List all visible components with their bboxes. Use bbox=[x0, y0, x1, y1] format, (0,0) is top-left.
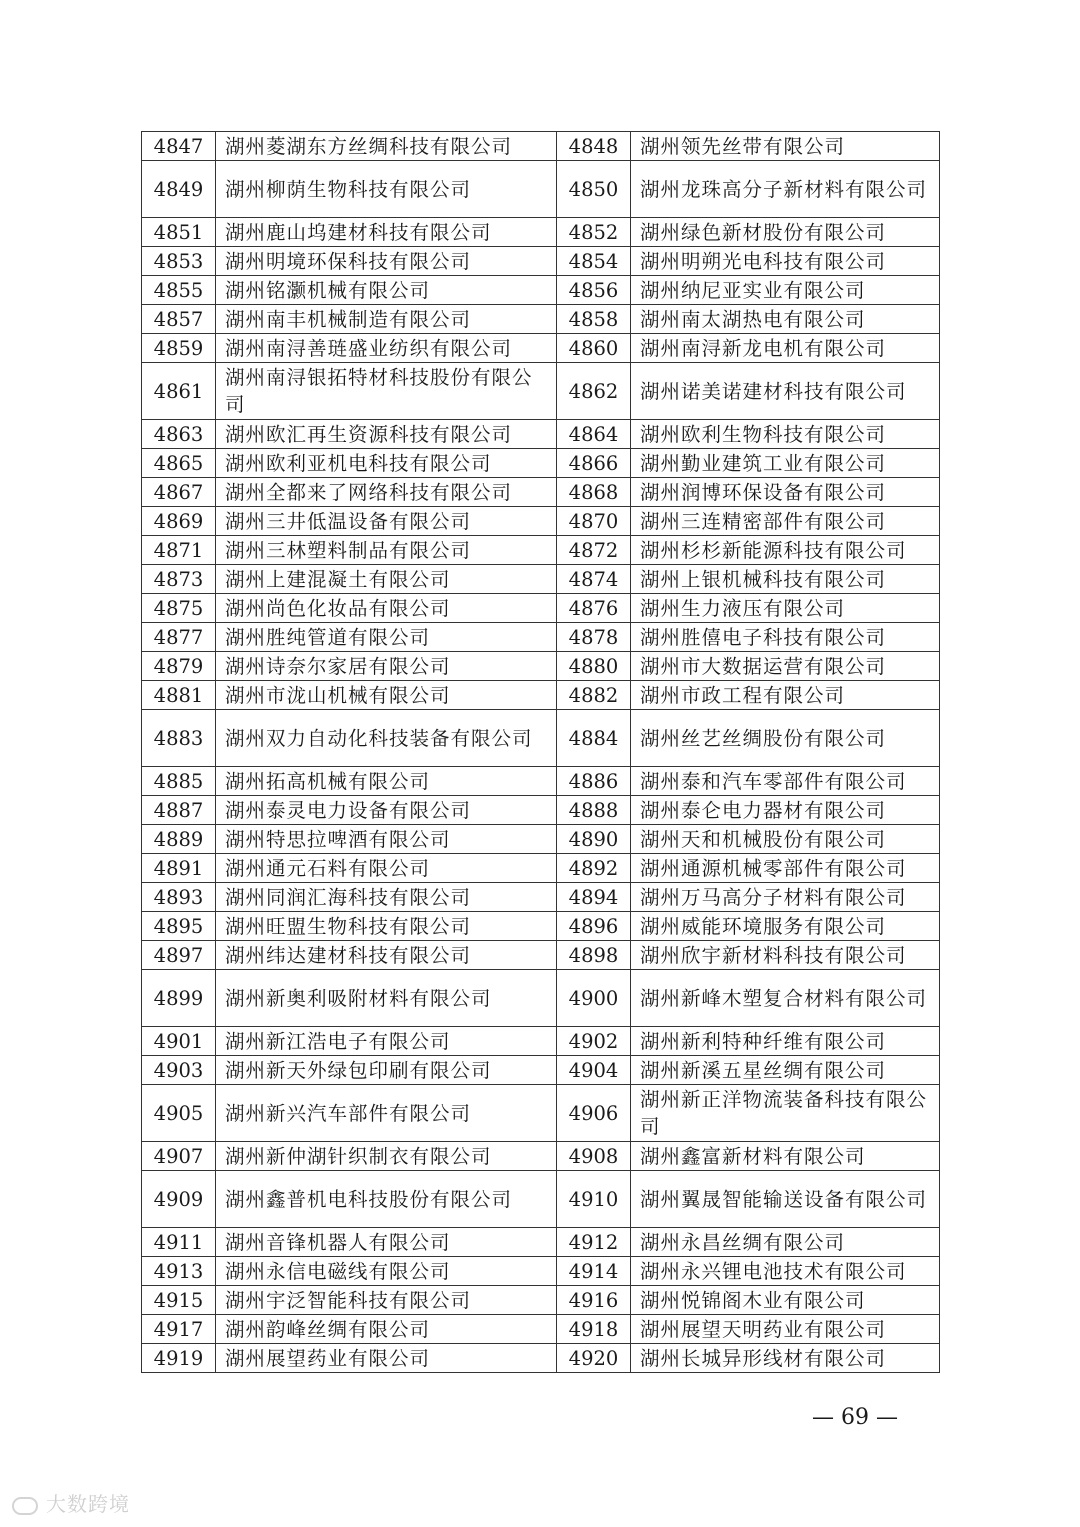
company-name: 湖州通源机械零部件有限公司 bbox=[631, 854, 940, 883]
company-name: 湖州特思拉啤酒有限公司 bbox=[216, 825, 557, 854]
company-name: 湖州南太湖热电有限公司 bbox=[631, 305, 940, 334]
table-row bbox=[142, 710, 940, 767]
company-name: 湖州三连精密部件有限公司 bbox=[631, 507, 940, 536]
entry-number: 4918 bbox=[557, 1315, 631, 1344]
company-name: 湖州润博环保设备有限公司 bbox=[631, 478, 940, 507]
table-row bbox=[142, 796, 940, 825]
entry-number: 4898 bbox=[557, 941, 631, 970]
table-row bbox=[142, 478, 940, 507]
table-row bbox=[142, 565, 940, 594]
entry-number: 4908 bbox=[557, 1142, 631, 1171]
company-name: 湖州鹿山坞建材科技有限公司 bbox=[216, 218, 557, 247]
table-row bbox=[142, 305, 940, 334]
company-name: 湖州泰和汽车零部件有限公司 bbox=[631, 767, 940, 796]
entry-number: 4894 bbox=[557, 883, 631, 912]
entry-number: 4882 bbox=[557, 681, 631, 710]
table-row bbox=[142, 420, 940, 449]
entry-number: 4856 bbox=[557, 276, 631, 305]
table-row bbox=[142, 218, 940, 247]
company-name: 湖州领先丝带有限公司 bbox=[631, 132, 940, 161]
entry-number: 4875 bbox=[142, 594, 216, 623]
table-row bbox=[142, 276, 940, 305]
table-row bbox=[142, 247, 940, 276]
entry-number: 4914 bbox=[557, 1257, 631, 1286]
entry-number: 4862 bbox=[557, 363, 631, 420]
company-name: 湖州南丰机械制造有限公司 bbox=[216, 305, 557, 334]
company-name: 湖州绿色新材股份有限公司 bbox=[631, 218, 940, 247]
entry-number: 4873 bbox=[142, 565, 216, 594]
entry-number: 4867 bbox=[142, 478, 216, 507]
company-name: 湖州市政工程有限公司 bbox=[631, 681, 940, 710]
company-name: 湖州永信电磁线有限公司 bbox=[216, 1257, 557, 1286]
company-name: 湖州拓高机械有限公司 bbox=[216, 767, 557, 796]
entry-number: 4857 bbox=[142, 305, 216, 334]
entry-number: 4893 bbox=[142, 883, 216, 912]
table-row bbox=[142, 363, 940, 420]
entry-number: 4899 bbox=[142, 970, 216, 1027]
company-name: 湖州天和机械股份有限公司 bbox=[631, 825, 940, 854]
company-name: 湖州展望天明药业有限公司 bbox=[631, 1315, 940, 1344]
entry-number: 4847 bbox=[142, 132, 216, 161]
company-name: 湖州三林塑料制品有限公司 bbox=[216, 536, 557, 565]
entry-number: 4872 bbox=[557, 536, 631, 565]
entry-number: 4904 bbox=[557, 1056, 631, 1085]
entry-number: 4858 bbox=[557, 305, 631, 334]
entry-number: 4884 bbox=[557, 710, 631, 767]
entry-number: 4889 bbox=[142, 825, 216, 854]
entry-number: 4868 bbox=[557, 478, 631, 507]
company-name: 湖州泰仑电力器材有限公司 bbox=[631, 796, 940, 825]
table-row bbox=[142, 1142, 940, 1171]
entry-number: 4886 bbox=[557, 767, 631, 796]
table-row bbox=[142, 970, 940, 1027]
entry-number: 4901 bbox=[142, 1027, 216, 1056]
watermark bbox=[12, 1488, 130, 1517]
table-row bbox=[142, 1344, 940, 1373]
company-name: 湖州长城异形线材有限公司 bbox=[631, 1344, 940, 1373]
company-name: 湖州新峰木塑复合材料有限公司 bbox=[631, 970, 940, 1027]
entry-number: 4900 bbox=[557, 970, 631, 1027]
entry-number: 4892 bbox=[557, 854, 631, 883]
company-name: 湖州鑫普机电科技股份有限公司 bbox=[216, 1171, 557, 1228]
entry-number: 4853 bbox=[142, 247, 216, 276]
entry-number: 4855 bbox=[142, 276, 216, 305]
company-name: 湖州新天外绿包印刷有限公司 bbox=[216, 1056, 557, 1085]
company-name: 湖州杉杉新能源科技有限公司 bbox=[631, 536, 940, 565]
company-name: 湖州万马高分子材料有限公司 bbox=[631, 883, 940, 912]
entry-number: 4881 bbox=[142, 681, 216, 710]
company-name: 湖州欧利亚机电科技有限公司 bbox=[216, 449, 557, 478]
table-row bbox=[142, 941, 940, 970]
company-name: 湖州永昌丝绸有限公司 bbox=[631, 1228, 940, 1257]
company-name: 湖州柳荫生物科技有限公司 bbox=[216, 161, 557, 218]
company-name: 湖州翼晟智能输送设备有限公司 bbox=[631, 1171, 940, 1228]
company-name: 湖州新仲湖针织制衣有限公司 bbox=[216, 1142, 557, 1171]
entry-number: 4920 bbox=[557, 1344, 631, 1373]
company-name: 湖州全都来了网络科技有限公司 bbox=[216, 478, 557, 507]
table-row bbox=[142, 1056, 940, 1085]
company-name: 湖州欧利生物科技有限公司 bbox=[631, 420, 940, 449]
company-name: 湖州三井低温设备有限公司 bbox=[216, 507, 557, 536]
entry-number: 4887 bbox=[142, 796, 216, 825]
company-name: 湖州南浔善琏盛业纺织有限公司 bbox=[216, 334, 557, 363]
table-row bbox=[142, 1085, 940, 1142]
company-name: 湖州菱湖东方丝绸科技有限公司 bbox=[216, 132, 557, 161]
entry-number: 4864 bbox=[557, 420, 631, 449]
entry-number: 4905 bbox=[142, 1085, 216, 1142]
entry-number: 4869 bbox=[142, 507, 216, 536]
entry-number: 4911 bbox=[142, 1228, 216, 1257]
company-name: 湖州上建混凝土有限公司 bbox=[216, 565, 557, 594]
entry-number: 4848 bbox=[557, 132, 631, 161]
entry-number: 4876 bbox=[557, 594, 631, 623]
table-row bbox=[142, 825, 940, 854]
company-name: 湖州欧汇再生资源科技有限公司 bbox=[216, 420, 557, 449]
entry-number: 4849 bbox=[142, 161, 216, 218]
table-row bbox=[142, 1315, 940, 1344]
company-name: 湖州永兴锂电池技术有限公司 bbox=[631, 1257, 940, 1286]
watermark-text: 大数跨境 bbox=[46, 1492, 130, 1516]
table-row bbox=[142, 449, 940, 478]
entry-number: 4912 bbox=[557, 1228, 631, 1257]
entry-number: 4854 bbox=[557, 247, 631, 276]
table-row bbox=[142, 623, 940, 652]
entry-number: 4878 bbox=[557, 623, 631, 652]
entry-number: 4890 bbox=[557, 825, 631, 854]
page-number: — 69 — bbox=[812, 1405, 898, 1430]
entry-number: 4891 bbox=[142, 854, 216, 883]
entry-number: 4852 bbox=[557, 218, 631, 247]
company-name: 湖州勤业建筑工业有限公司 bbox=[631, 449, 940, 478]
table-row bbox=[142, 681, 940, 710]
entry-number: 4850 bbox=[557, 161, 631, 218]
company-name: 湖州展望药业有限公司 bbox=[216, 1344, 557, 1373]
table-row bbox=[142, 536, 940, 565]
entry-number: 4903 bbox=[142, 1056, 216, 1085]
entry-number: 4871 bbox=[142, 536, 216, 565]
company-name: 湖州威能环境服务有限公司 bbox=[631, 912, 940, 941]
company-name: 湖州纳尼亚实业有限公司 bbox=[631, 276, 940, 305]
entry-number: 4897 bbox=[142, 941, 216, 970]
company-name: 湖州明朔光电科技有限公司 bbox=[631, 247, 940, 276]
company-name: 湖州上银机械科技有限公司 bbox=[631, 565, 940, 594]
table-row bbox=[142, 883, 940, 912]
table-row bbox=[142, 1286, 940, 1315]
company-name: 湖州生力液压有限公司 bbox=[631, 594, 940, 623]
company-name: 湖州鑫富新材料有限公司 bbox=[631, 1142, 940, 1171]
company-name: 湖州铭灏机械有限公司 bbox=[216, 276, 557, 305]
entry-number: 4860 bbox=[557, 334, 631, 363]
company-name: 湖州纬达建材科技有限公司 bbox=[216, 941, 557, 970]
company-name: 湖州悦锦阁木业有限公司 bbox=[631, 1286, 940, 1315]
company-table bbox=[141, 131, 940, 1373]
table-row bbox=[142, 594, 940, 623]
entry-number: 4916 bbox=[557, 1286, 631, 1315]
company-name: 湖州新奥利吸附材料有限公司 bbox=[216, 970, 557, 1027]
table-row bbox=[142, 161, 940, 218]
entry-number: 4870 bbox=[557, 507, 631, 536]
entry-number: 4915 bbox=[142, 1286, 216, 1315]
table-row bbox=[142, 1027, 940, 1056]
company-name: 湖州韵峰丝绸有限公司 bbox=[216, 1315, 557, 1344]
company-name: 湖州双力自动化科技装备有限公司 bbox=[216, 710, 557, 767]
company-name: 湖州市大数据运营有限公司 bbox=[631, 652, 940, 681]
company-name: 湖州丝艺丝绸股份有限公司 bbox=[631, 710, 940, 767]
company-name: 湖州新溪五星丝绸有限公司 bbox=[631, 1056, 940, 1085]
entry-number: 4851 bbox=[142, 218, 216, 247]
entry-number: 4913 bbox=[142, 1257, 216, 1286]
entry-number: 4907 bbox=[142, 1142, 216, 1171]
entry-number: 4917 bbox=[142, 1315, 216, 1344]
company-name: 湖州胜纯管道有限公司 bbox=[216, 623, 557, 652]
entry-number: 4859 bbox=[142, 334, 216, 363]
company-name: 湖州南浔银拓特材科技股份有限公司 bbox=[216, 363, 557, 420]
table-row bbox=[142, 1228, 940, 1257]
table-row bbox=[142, 912, 940, 941]
company-table-body bbox=[142, 132, 940, 1373]
company-name: 湖州新兴汽车部件有限公司 bbox=[216, 1085, 557, 1142]
company-name: 湖州明境环保科技有限公司 bbox=[216, 247, 557, 276]
entry-number: 4883 bbox=[142, 710, 216, 767]
entry-number: 4895 bbox=[142, 912, 216, 941]
entry-number: 4909 bbox=[142, 1171, 216, 1228]
company-name: 湖州诗奈尔家居有限公司 bbox=[216, 652, 557, 681]
entry-number: 4861 bbox=[142, 363, 216, 420]
entry-number: 4877 bbox=[142, 623, 216, 652]
company-name: 湖州胜僖电子科技有限公司 bbox=[631, 623, 940, 652]
company-name: 湖州诺美诺建材科技有限公司 bbox=[631, 363, 940, 420]
entry-number: 4866 bbox=[557, 449, 631, 478]
company-name: 湖州音锋机器人有限公司 bbox=[216, 1228, 557, 1257]
company-name: 湖州泰灵电力设备有限公司 bbox=[216, 796, 557, 825]
entry-number: 4880 bbox=[557, 652, 631, 681]
entry-number: 4919 bbox=[142, 1344, 216, 1373]
entry-number: 4888 bbox=[557, 796, 631, 825]
company-name: 湖州同润汇海科技有限公司 bbox=[216, 883, 557, 912]
entry-number: 4874 bbox=[557, 565, 631, 594]
company-name: 湖州新江浩电子有限公司 bbox=[216, 1027, 557, 1056]
company-name: 湖州新正洋物流装备科技有限公司 bbox=[631, 1085, 940, 1142]
company-name: 湖州新利特种纤维有限公司 bbox=[631, 1027, 940, 1056]
table-row bbox=[142, 334, 940, 363]
entry-number: 4879 bbox=[142, 652, 216, 681]
table-row bbox=[142, 507, 940, 536]
entry-number: 4865 bbox=[142, 449, 216, 478]
entry-number: 4885 bbox=[142, 767, 216, 796]
company-name: 湖州尚色化妆品有限公司 bbox=[216, 594, 557, 623]
company-name: 湖州市泷山机械有限公司 bbox=[216, 681, 557, 710]
company-name: 湖州通元石料有限公司 bbox=[216, 854, 557, 883]
table-row bbox=[142, 854, 940, 883]
company-name: 湖州龙珠高分子新材料有限公司 bbox=[631, 161, 940, 218]
table-row bbox=[142, 132, 940, 161]
watermark-logo-icon bbox=[12, 1497, 38, 1515]
table-row bbox=[142, 1257, 940, 1286]
company-name: 湖州欣宇新材料科技有限公司 bbox=[631, 941, 940, 970]
company-name: 湖州宇泛智能科技有限公司 bbox=[216, 1286, 557, 1315]
entry-number: 4902 bbox=[557, 1027, 631, 1056]
entry-number: 4910 bbox=[557, 1171, 631, 1228]
entry-number: 4906 bbox=[557, 1085, 631, 1142]
entry-number: 4863 bbox=[142, 420, 216, 449]
table-row bbox=[142, 652, 940, 681]
entry-number: 4896 bbox=[557, 912, 631, 941]
company-name: 湖州南浔新龙电机有限公司 bbox=[631, 334, 940, 363]
table-row bbox=[142, 1171, 940, 1228]
company-name: 湖州旺盟生物科技有限公司 bbox=[216, 912, 557, 941]
table-row bbox=[142, 767, 940, 796]
